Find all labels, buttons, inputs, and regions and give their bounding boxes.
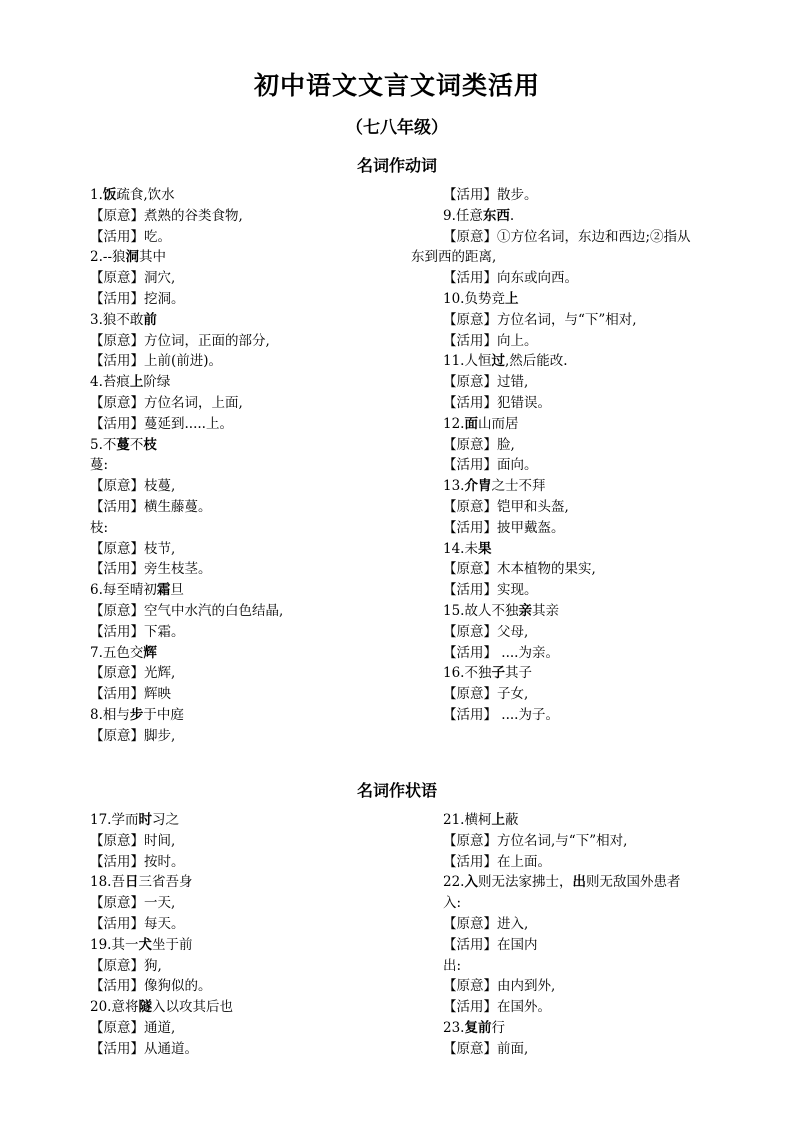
entry-text: 旦 xyxy=(170,582,184,599)
entry-line xyxy=(90,601,430,622)
entry-text: 【活用】旁生枝茎。 xyxy=(90,561,212,578)
entry-line xyxy=(443,997,783,1018)
entry-line xyxy=(443,351,783,372)
keyword: 介胄 xyxy=(464,478,492,495)
entry-text: 习之 xyxy=(151,812,179,828)
entry-line xyxy=(443,289,783,310)
entry-text: 【原意】方位词，正面的部分, xyxy=(90,332,270,349)
keyword: 前 xyxy=(143,311,157,328)
entry-line xyxy=(443,331,783,352)
entry-line xyxy=(90,705,430,726)
entry-text: . xyxy=(509,207,515,224)
entry-text: 【原意】脸, xyxy=(443,436,515,453)
entry-line xyxy=(90,580,430,601)
entry-text: 【原意】一天, xyxy=(90,895,176,912)
entry-text: 其子 xyxy=(504,665,532,682)
keyword: 亲 xyxy=(518,602,532,619)
entry-line xyxy=(443,206,783,227)
keyword: 步 xyxy=(129,706,144,723)
entry-line xyxy=(90,893,430,914)
entry-text: 【原意】方位名词，与“下”相对, xyxy=(443,311,637,328)
entry-text: 【原意】进入, xyxy=(443,915,529,932)
entry-text: 12. xyxy=(443,415,465,432)
entry-text: 【原意】洞穴, xyxy=(90,270,176,287)
entry-line xyxy=(90,852,430,873)
entry-text: 【活用】上前(前进)。 xyxy=(90,353,223,370)
entry-line xyxy=(90,935,430,956)
entry-text: 18.吾 xyxy=(90,874,125,891)
entry-text: 6.每至晴初 xyxy=(90,582,157,599)
entry-line xyxy=(90,831,430,852)
entry-line xyxy=(90,643,430,664)
entry-text: 【活用】散步。 xyxy=(443,187,538,203)
entry-text: 【原意】父母, xyxy=(443,623,529,640)
entry-line xyxy=(90,914,430,935)
entry-text: 【原意】前面, xyxy=(443,1040,529,1057)
keyword: 隧 xyxy=(138,999,152,1016)
entry-line xyxy=(443,518,783,539)
entry-text: 【活用】按时。 xyxy=(90,853,185,870)
entry-text: 1. xyxy=(90,187,103,203)
entry-text: 【原意】枝节, xyxy=(90,540,176,557)
entry-text: 【活用】下霜。 xyxy=(90,623,185,640)
entry-text: 【活用】 ....为亲。 xyxy=(443,644,559,661)
entry-line xyxy=(90,289,430,310)
entry-text: 【原意】枝蔓, xyxy=(90,478,176,495)
keyword: 霜 xyxy=(156,582,171,599)
entry-line xyxy=(443,393,783,414)
entry-line xyxy=(90,331,430,352)
entry-line xyxy=(443,559,783,580)
entry-text: 【原意】通道, xyxy=(90,1019,176,1036)
entry-text: 蔓: xyxy=(90,457,109,474)
keyword: 时 xyxy=(138,812,152,828)
keyword: 饭 xyxy=(102,187,117,203)
entry-text: 7.五色交 xyxy=(90,644,144,661)
entry-line xyxy=(443,1018,783,1039)
entry-line xyxy=(90,414,430,435)
entry-line xyxy=(443,622,783,643)
entry-line xyxy=(443,414,783,435)
entry-line xyxy=(443,810,783,831)
entry-line xyxy=(443,705,783,726)
entry-line xyxy=(90,435,430,456)
entry-text: 【活用】每天。 xyxy=(90,915,185,932)
entry-line xyxy=(443,601,783,622)
entry-text: 【活用】在国内 xyxy=(443,936,538,953)
entry-line xyxy=(443,476,783,497)
keyword: 蔓 xyxy=(116,436,130,453)
entry-line xyxy=(443,435,783,456)
entry-line xyxy=(443,914,783,935)
entry-line xyxy=(443,663,783,684)
keyword: 子 xyxy=(491,665,505,682)
entry-line xyxy=(443,956,783,977)
entry-text: 【活用】向上。 xyxy=(443,332,538,349)
entry-text: 17.学而 xyxy=(90,812,139,828)
entry-line xyxy=(90,976,430,997)
entry-text: 【活用】像狗似的。 xyxy=(90,978,212,995)
entry-line xyxy=(443,497,783,518)
entry-text: 【活用】挖洞。 xyxy=(90,290,185,307)
entry-text: 【活用】披甲戴盔。 xyxy=(443,519,565,536)
entry-text: 【活用】 ....为子。 xyxy=(443,706,559,723)
entry-line xyxy=(90,559,430,580)
entry-line xyxy=(90,1039,430,1060)
entry-line xyxy=(443,539,783,560)
entry-line xyxy=(443,852,783,873)
entry-text: 阶绿 xyxy=(143,374,171,391)
entry-text: ,然后能改. xyxy=(504,353,568,370)
section-noun-as-verb-left-column xyxy=(90,185,430,747)
entry-text: 3.狼不敢 xyxy=(90,311,144,328)
keyword: 过 xyxy=(491,353,505,370)
entry-text: 【活用】从通道。 xyxy=(90,1040,198,1057)
section-heading-noun-as-verb: 名词作动词 xyxy=(356,156,437,175)
keyword: 入 xyxy=(464,874,478,891)
entry-line xyxy=(443,268,783,289)
entry-line xyxy=(443,976,783,997)
keyword: 上 xyxy=(504,290,519,307)
entry-text: 【活用】在上面。 xyxy=(443,853,551,870)
entry-text: 10.负势竞 xyxy=(443,290,505,307)
entry-line xyxy=(411,247,783,268)
keyword: 复 xyxy=(464,1019,478,1036)
entry-line xyxy=(90,518,430,539)
section-noun-as-adverbial-left-column xyxy=(90,810,430,1060)
entry-line xyxy=(443,893,783,914)
entry-line xyxy=(443,643,783,664)
entry-text: 其中 xyxy=(139,249,167,266)
entry-line xyxy=(443,872,783,893)
entry-text: 【原意】木本植物的果实, xyxy=(443,561,596,578)
entry-text: 【原意】空气中水汽的白色结晶, xyxy=(90,602,284,619)
entry-text: 【活用】在国外。 xyxy=(443,999,551,1016)
entry-text: 【原意】由内到外, xyxy=(443,978,556,995)
entry-text: 16.不独 xyxy=(443,665,492,682)
entry-text: 22. xyxy=(443,874,465,891)
entry-text: 出: xyxy=(443,957,462,974)
entry-text: 15.故人不独 xyxy=(443,602,519,619)
entry-text: 【活用】犯错误。 xyxy=(443,394,551,411)
entry-line xyxy=(90,247,430,268)
keyword: 出 xyxy=(572,874,586,891)
entry-line xyxy=(90,539,430,560)
entry-text: 三省吾身 xyxy=(138,874,193,891)
keyword: 日 xyxy=(124,874,139,891)
keyword: 上 xyxy=(491,812,505,828)
entry-text: 【活用】横生藤蔓。 xyxy=(90,498,212,515)
entry-line xyxy=(90,310,430,331)
entry-text: 【活用】蔓延到.....上。 xyxy=(90,415,233,432)
entry-text: 于中庭 xyxy=(143,706,184,723)
keyword: 东西 xyxy=(482,207,510,224)
entry-line xyxy=(90,455,430,476)
entry-text: 不 xyxy=(129,436,144,453)
entry-line xyxy=(443,935,783,956)
entry-text: 11.人恒 xyxy=(443,353,492,370)
keyword: 辉 xyxy=(143,644,157,661)
entry-text: 5.不 xyxy=(90,436,117,453)
entry-text: 14.未 xyxy=(443,540,478,557)
entry-text: 行 xyxy=(491,1019,505,1036)
entry-line xyxy=(443,372,783,393)
entry-text: 则无法家拂士， xyxy=(477,874,573,891)
entry-text: 【原意】①方位名词，东边和西边;②指从 xyxy=(443,228,691,245)
section-heading-noun-as-adverbial: 名词作状语 xyxy=(356,781,437,800)
entry-text: 疏食,饮水 xyxy=(116,187,175,203)
entry-text: 【原意】方位名词，上面, xyxy=(90,394,243,411)
entry-text: 【原意】脚步, xyxy=(90,727,176,744)
section-noun-as-verb-right-column xyxy=(411,185,783,726)
entry-text: 东到西的距离, xyxy=(411,249,497,266)
keyword: 前 xyxy=(477,1019,492,1036)
entry-line xyxy=(90,497,430,518)
entry-line xyxy=(90,351,430,372)
entry-text: 19.其一 xyxy=(90,936,139,953)
entry-line xyxy=(90,476,430,497)
entry-line xyxy=(90,185,430,206)
entry-line xyxy=(90,1018,430,1039)
entry-line xyxy=(90,872,430,893)
entry-text: 【原意】子女, xyxy=(443,686,529,703)
entry-text: 【原意】狗, xyxy=(90,957,162,974)
entry-line xyxy=(90,956,430,977)
entry-text: 蔽 xyxy=(504,812,519,828)
entry-text: 13. xyxy=(443,478,465,495)
entry-line xyxy=(90,206,430,227)
entry-line xyxy=(90,227,430,248)
entry-text: 21.横柯 xyxy=(443,812,492,828)
entry-line xyxy=(443,580,783,601)
entry-line xyxy=(443,455,783,476)
entry-text: 【活用】向东或向西。 xyxy=(443,270,578,287)
keyword: 果 xyxy=(477,540,492,557)
entry-line xyxy=(90,684,430,705)
entry-text: 4.苔痕 xyxy=(90,374,130,391)
entry-text: 入: xyxy=(443,895,462,912)
entry-line xyxy=(90,810,430,831)
entry-text: 则无敌国外患者 xyxy=(585,874,681,891)
entry-line xyxy=(443,1039,783,1060)
entry-text: 9.任意 xyxy=(443,207,483,224)
keyword: 上 xyxy=(129,374,144,391)
entry-line xyxy=(90,997,430,1018)
entry-text: 23. xyxy=(443,1019,465,1036)
entry-text: 【原意】煮熟的谷类食物, xyxy=(90,207,243,224)
entry-text: 【原意】方位名词,与“下”相对, xyxy=(443,832,628,849)
entry-line xyxy=(90,268,430,289)
entry-line xyxy=(443,684,783,705)
entry-line xyxy=(443,185,783,206)
keyword: 面 xyxy=(464,415,478,432)
entry-text: 之士不拜 xyxy=(491,478,546,495)
entry-text: 入以攻其后也 xyxy=(151,999,233,1016)
entry-line xyxy=(443,310,783,331)
section-noun-as-adverbial-right-column xyxy=(443,810,783,1060)
entry-text: 【原意】时间, xyxy=(90,832,176,849)
entry-text: 【原意】铠甲和头盔, xyxy=(443,498,569,515)
page-subtitle: （七八年级） xyxy=(346,118,448,138)
entry-line xyxy=(90,663,430,684)
entry-line xyxy=(443,831,783,852)
entry-text: 8.相与 xyxy=(90,706,130,723)
entry-text: 其亲 xyxy=(531,602,559,619)
entry-text: 20.意将 xyxy=(90,999,139,1016)
entry-line xyxy=(90,393,430,414)
entry-text: 【活用】实现。 xyxy=(443,582,538,599)
entry-text: 【活用】面向。 xyxy=(443,457,538,474)
entry-line xyxy=(90,372,430,393)
entry-text: 【原意】过错, xyxy=(443,374,529,391)
page-title: 初中语文文言文词类活用 xyxy=(253,71,540,100)
entry-text: 【活用】辉映 xyxy=(90,686,171,703)
entry-line xyxy=(90,726,430,747)
entry-text: 【原意】光辉, xyxy=(90,665,176,682)
entry-text: 枝: xyxy=(90,519,109,536)
entry-text: 2.--狼 xyxy=(90,249,126,266)
keyword: 犬 xyxy=(138,936,152,953)
entry-line xyxy=(90,622,430,643)
entry-text: 【活用】吃。 xyxy=(90,228,171,245)
entry-text: 山而居 xyxy=(477,415,519,432)
entry-text: 坐于前 xyxy=(151,936,193,953)
entry-line xyxy=(443,227,783,248)
keyword: 枝 xyxy=(143,436,157,453)
keyword: 洞 xyxy=(125,249,140,266)
